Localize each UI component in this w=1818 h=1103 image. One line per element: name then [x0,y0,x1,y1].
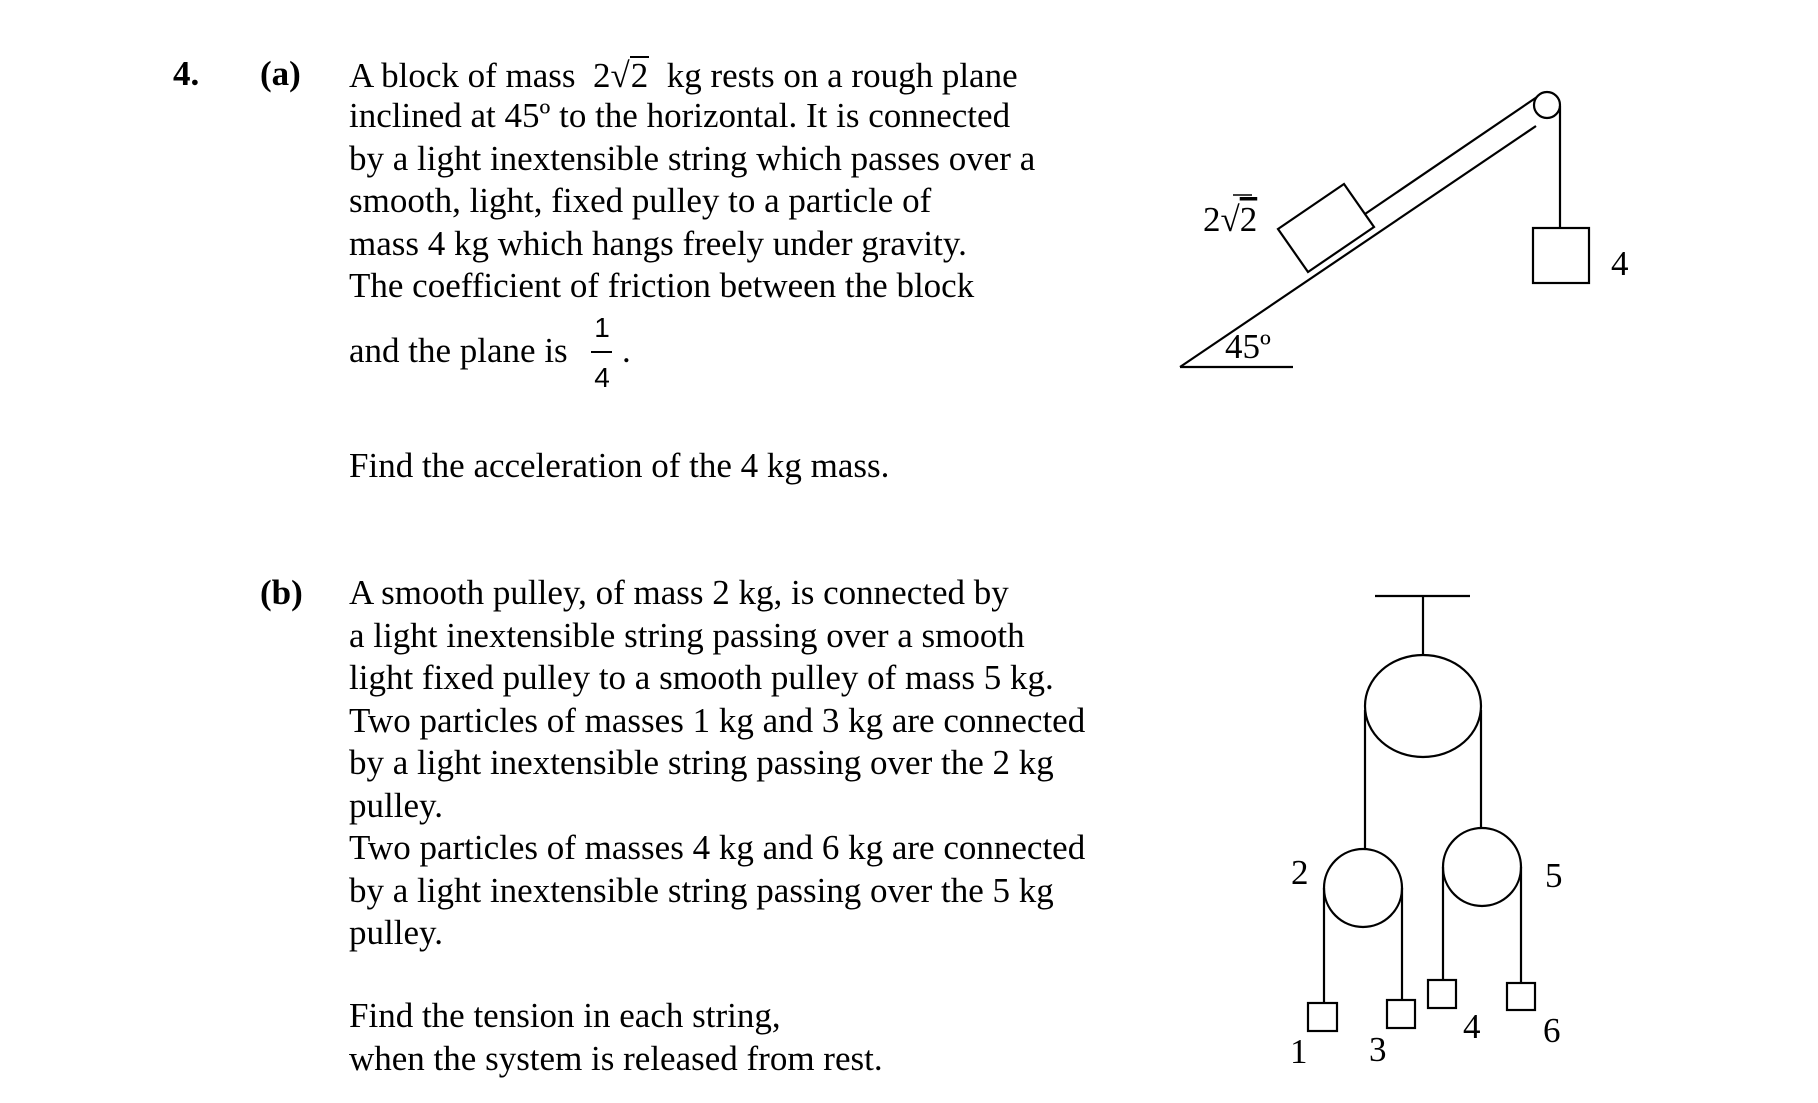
fixed-pulley [1365,655,1481,757]
block-on-incline [1278,184,1374,272]
sqrt-symbol: √ [610,56,630,95]
pulley-5-label: 5 [1545,856,1563,895]
part-b-label: (b) [260,573,303,612]
pulley-fixed [1534,92,1560,118]
part-b-line-8: by a light inextensible string passing over the 5 kg [349,871,1054,910]
part-b-line-9: pulley. [349,913,443,952]
mass-4-label: 4 [1463,1007,1481,1046]
part-b-line-2: a light inextensible string passing over a smooth [349,616,1025,655]
friction-prefix: and the plane is [349,331,568,370]
part-b-line-5: by a light inextensible string passing over the 2 kg [349,743,1054,782]
part-b-task-line-1: Find the tension in each string, [349,996,781,1035]
part-b-line-1: A smooth pulley, of mass 2 kg, is connected by [349,573,1009,612]
hanging-mass-label: 4 [1611,244,1629,283]
mass-coefficient: 2 [593,56,611,95]
part-a-task: Find the acceleration of the 4 kg mass. [349,446,890,485]
hanging-mass-box [1533,228,1589,283]
part-b-line-6: pulley. [349,786,443,825]
part-a-line-4: smooth, light, fixed pulley to a particle of [349,181,932,220]
part-a-line-6: The coefficient of friction between the block [349,266,975,305]
part-b-task-line-2: when the system is released from rest. [349,1039,883,1078]
mass-1-box [1308,1003,1337,1031]
part-a-line-2: inclined at 45º to the horizontal. It is connected [349,96,1011,135]
pulley-5kg [1443,828,1521,906]
part-b-line-4: Two particles of masses 1 kg and 3 kg are connected [349,701,1086,740]
part-b-line-7: Two particles of masses 4 kg and 6 kg are connected [349,828,1086,867]
fraction-numerator: 1 [594,312,610,343]
mass-4-box [1428,980,1456,1008]
part-b-line-3: light fixed pulley to a smooth pulley of mass 5 kg. [349,658,1054,697]
pulley-2-label: 2 [1291,853,1309,892]
part-a-line-5: mass 4 kg which hangs freely under gravity. [349,224,967,263]
diagram-pulley-system [1308,596,1535,1031]
block-mass-label: 2√2 [1203,200,1258,239]
mass-6-box [1507,983,1535,1010]
friction-suffix: . [622,331,631,370]
pulley-2kg [1324,849,1402,927]
part-a-label: (a) [260,54,301,93]
part-a-line-3: by a light inextensible string which passes over a [349,139,1036,178]
string-incline [1365,97,1537,214]
part-a-line-1-text: A block of mass [349,56,576,95]
angle-label: 45º [1225,327,1271,366]
part-a-line-1-rest: kg rests on a rough plane [666,56,1018,95]
mass-1-label: 1 [1290,1032,1308,1071]
mass-6-label: 6 [1543,1011,1561,1050]
question-number: 4. [173,54,200,93]
mass-3-label: 3 [1369,1030,1387,1069]
mass-3-box [1387,1000,1415,1028]
mass-radicand: 2 [630,56,649,95]
fraction-denominator: 4 [594,362,610,393]
